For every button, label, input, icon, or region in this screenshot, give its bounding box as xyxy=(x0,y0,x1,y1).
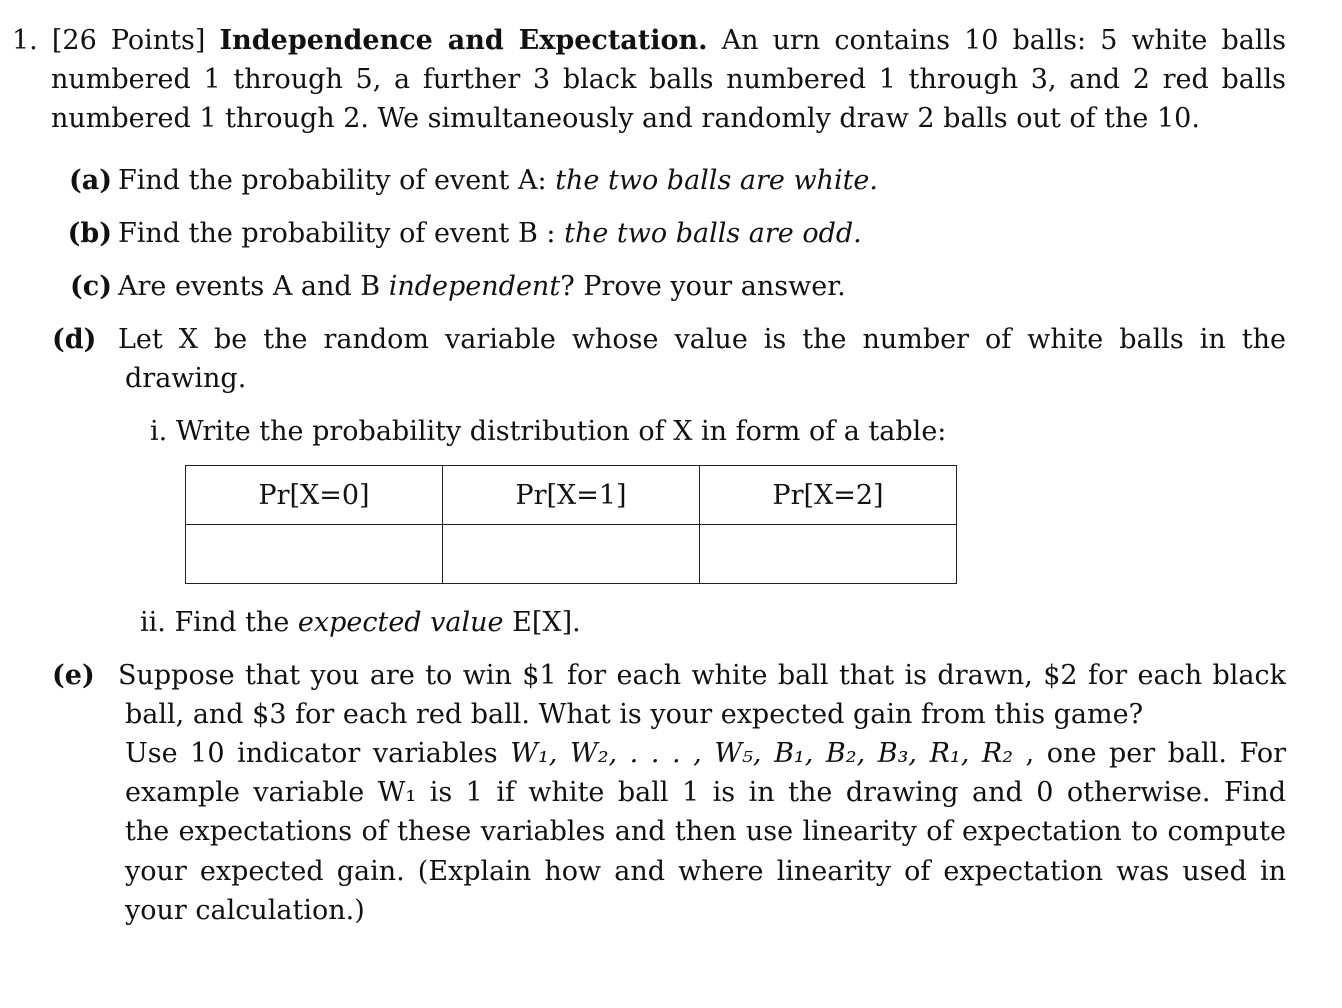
part-e-line-7: your calculation.) xyxy=(125,895,365,926)
part-e-vars: W₁, W₂, . . . , W₅, B₁, B₂, B₃, R₁, R₂ xyxy=(510,738,1014,769)
part-c-emph: independent xyxy=(388,271,561,302)
part-a-event: the two balls are white. xyxy=(555,165,878,196)
part-d-sub-i-text: Write the probability distribution of X in form of a table: xyxy=(175,416,947,447)
problem-intro-1: An urn contains 10 balls: 5 white balls xyxy=(721,25,1287,56)
part-c-text-after: ? Prove your answer. xyxy=(560,271,846,302)
part-d-sub-ii xyxy=(140,603,581,642)
part-e-line-1: Suppose that you are to win $1 for each white ball that is drawn, $2 for each black xyxy=(118,660,1286,691)
part-e-line-2: ball, and $3 for each red ball. What is your expected gain from this game? xyxy=(125,699,1144,730)
part-e-line-4: example variable W₁ is 1 if white ball 1 is in the drawing and 0 otherwise. Find xyxy=(125,777,1286,808)
part-a-text: Find the probability of event A: xyxy=(118,165,547,196)
distribution-table-header-row xyxy=(186,466,957,525)
table-cell-pr-x0 xyxy=(186,525,443,584)
part-d xyxy=(52,320,1286,359)
part-e-line-6: your expected gain. (Explain how and where linearity of expectation was used in xyxy=(125,856,1286,887)
distribution-table xyxy=(185,465,957,584)
table-header-pr-x1: Pr[X=1] xyxy=(443,466,700,525)
part-d-sub-ii-emph: expected value xyxy=(297,607,504,638)
part-d-line-2: drawing. xyxy=(125,363,247,394)
part-b xyxy=(52,214,862,253)
table-header-pr-x0: Pr[X=0] xyxy=(186,466,443,525)
table-cell-pr-x1 xyxy=(443,525,700,584)
part-e-label: (e) xyxy=(52,660,95,691)
problem-intro-2: numbered 1 through 5, a further 3 black balls numbered 1 through 3, and 2 red balls xyxy=(51,64,1286,95)
problem-title: Independence and Expectation. xyxy=(219,25,708,56)
part-c xyxy=(52,267,846,306)
part-b-event: the two balls are odd. xyxy=(564,218,862,249)
problem-number: 1. xyxy=(12,25,38,56)
part-d-sub-i-label: i. xyxy=(150,416,168,447)
problem-header xyxy=(12,21,1286,60)
part-e-line-3 xyxy=(125,734,1286,773)
problem-points: [26 Points] xyxy=(51,25,206,56)
part-b-text: Find the probability of event B : xyxy=(118,218,556,249)
part-d-sub-ii-text-before: Find the xyxy=(174,607,290,638)
table-header-pr-x2: Pr[X=2] xyxy=(700,466,957,525)
part-d-sub-ii-text-after: E[X]. xyxy=(512,607,581,638)
part-e-line-3a: Use 10 indicator variables xyxy=(125,738,498,769)
part-c-text-before: Are events A and B xyxy=(118,271,381,302)
problem-intro-3: numbered 1 through 2. We simultaneously and randomly draw 2 balls out of the 10. xyxy=(51,103,1200,134)
part-b-label: (b) xyxy=(67,218,112,249)
part-e-line-5: the expectations of these variables and then use linearity of expectation to compute xyxy=(125,816,1286,847)
part-d-sub-ii-label: ii. xyxy=(140,607,166,638)
part-e xyxy=(52,656,1286,695)
table-cell-pr-x2 xyxy=(700,525,957,584)
part-d-sub-i xyxy=(150,412,946,451)
part-a-label: (a) xyxy=(68,165,112,196)
part-c-label: (c) xyxy=(70,271,112,302)
part-d-label: (d) xyxy=(52,324,97,355)
part-a xyxy=(52,161,878,200)
part-d-line-1: Let X be the random variable whose value is the number of white balls in the xyxy=(118,324,1286,355)
distribution-table-value-row xyxy=(186,525,957,584)
part-e-line-3b: , one per ball. For xyxy=(1025,738,1286,769)
